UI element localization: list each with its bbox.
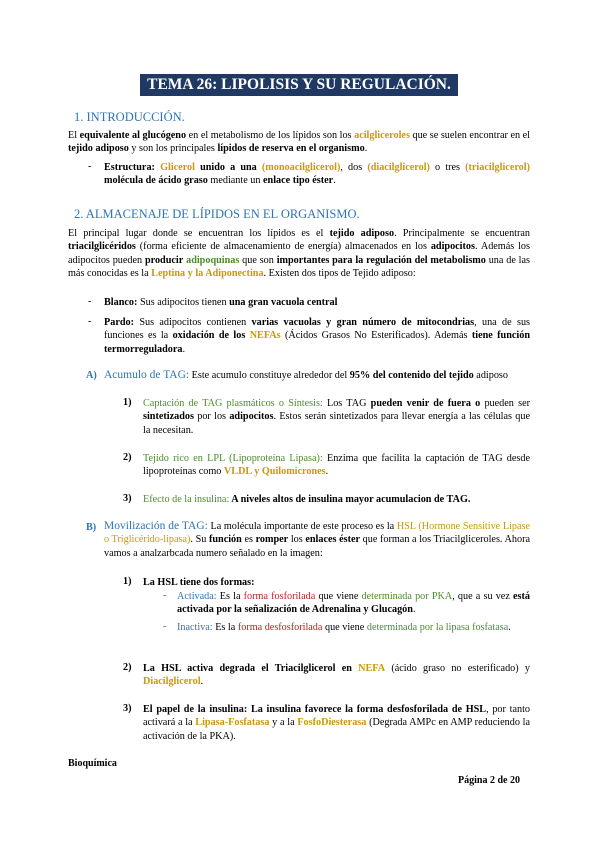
insulin-role-item: El papel de la insulina: La insulina favorece la forma desfosforilada de HSL, por tanto activará a la Lipasa-Fosfatasa y a la FosfoDiesterasa (Degrada AMPc en AMP reduciendo la activación de la PKA). bbox=[143, 704, 531, 742]
list-label-a: A) bbox=[86, 370, 97, 381]
storage-paragraph: El principal lugar donde se encuentran los lípidos es el tejido adiposo. Principalmente se encuentran triacilglicéridos (forma eficiente de almacenamiento de energía) almacenados en los adipocitos. Además los adipocitos pueden producir adipoquinas que son importantes para la regulación del metabolismo una de las más conocidas es la Leptina y la Adiponectina. Existen dos tipos de Tejido adiposo: bbox=[68, 228, 531, 279]
brown-adipose-bullet: Pardo: Sus adipocitos contienen varias vacuolas y gran número de mitocondrias, una de sus funciones es la oxidación de los NEFAs (Ácidos Grasos No Esterificados). Además tiene función termorreguladora. bbox=[104, 317, 531, 355]
list-number: 3) bbox=[123, 703, 132, 714]
footer-subject: Bioquímica bbox=[68, 758, 117, 769]
hsl-inactive-subitem: Inactiva: Es la forma desfosforilada que viene determinada por la lipasa fosfatasa. bbox=[177, 622, 511, 633]
bullet-dash: - bbox=[88, 161, 92, 172]
intro-paragraph: El equivalente al glucógeno en el metabolismo de los lípidos son los acilgliceroles que se suelen encontrar en el tejido adiposo y son los principales lípidos de reserva en el organismo. bbox=[68, 130, 530, 155]
list-number: 1) bbox=[123, 576, 132, 587]
tag-accumulation-intro: Acumulo de TAG: Este acumulo constituye alrededor del 95% del contenido del tejido adiposo bbox=[104, 369, 508, 381]
hsl-degrades-item: La HSL activa degrada el Triacilglicerol en NEFA (ácido graso no esterificado) y Diacilglicerol. bbox=[143, 663, 530, 688]
bullet-dash: - bbox=[163, 621, 167, 632]
bullet-dash: - bbox=[163, 590, 167, 601]
list-number: 2) bbox=[123, 662, 132, 673]
list-label-b: B) bbox=[86, 522, 97, 533]
list-number: 2) bbox=[123, 452, 132, 463]
hsl-activated-subitem: Activada: Es la forma fosforilada que viene determinada por PKA, que a su vez está activada por la señalización de Adrenalina y Glucagón. bbox=[177, 591, 530, 616]
section-1-heading: 1. INTRODUCCIÓN. bbox=[74, 110, 185, 124]
tag-mobilization-intro: Movilización de TAG: La molécula importante de este proceso es la HSL (Hormone Sensitive Lipase o Triglicérido-lipasa). Su función es romper los enlaces éster que forman a los Triacilgliceroles. Ahora vamos a analzarbcada numero señalado en la imagen: bbox=[104, 520, 531, 559]
hsl-forms-item: La HSL tiene dos formas: bbox=[143, 577, 255, 588]
tag-uptake-item: Captación de TAG plasmáticos o Síntesis: Los TAG pueden venir de fuera o pueden ser sintetizados por los adipocitos. Estos serán sintetizados para llevar energía a las células que la necesitan. bbox=[143, 398, 531, 436]
bullet-dash: - bbox=[88, 316, 92, 327]
structure-bullet: Estructura: Glicerol unido a una (monoacilglicerol), dos (diacilglicerol) o tres (triacilglicerol) molécula de ácido graso mediante un enlace tipo éster. bbox=[104, 162, 530, 187]
insulin-effect-item: Efecto de la insulina: A niveles altos de insulina mayor acumulacion de TAG. bbox=[143, 494, 471, 505]
list-number: 1) bbox=[123, 397, 132, 408]
bullet-dash: - bbox=[88, 296, 92, 307]
white-adipose-bullet: Blanco: Sus adipocitos tienen una gran vacuola central bbox=[104, 297, 338, 308]
footer-page-number: Página 2 de 20 bbox=[458, 775, 520, 786]
section-2-heading: 2. ALMACENAJE DE LÍPIDOS EN EL ORGANISMO. bbox=[74, 207, 360, 221]
list-number: 3) bbox=[123, 493, 132, 504]
lpl-item: Tejido rico en LPL (Lipoproteína Lipasa): Enzima que facilita la captación de TAG desde lipoproteínas como VLDL y Quilomicrones. bbox=[143, 453, 530, 478]
page-title: TEMA 26: LIPOLISIS Y SU REGULACIÓN. bbox=[140, 74, 458, 96]
